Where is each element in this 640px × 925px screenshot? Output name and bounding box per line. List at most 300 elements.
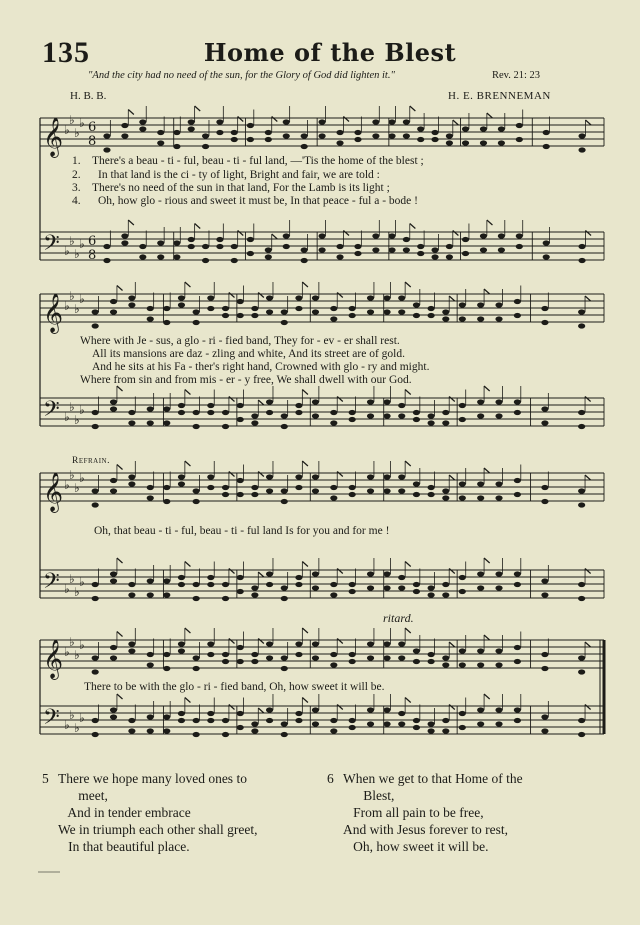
note [251, 420, 258, 425]
treble-clef: 𝄞 [43, 639, 64, 679]
note-flag [585, 475, 591, 480]
note [266, 655, 273, 660]
note [139, 254, 146, 259]
note [207, 641, 214, 646]
note [431, 137, 438, 142]
note [349, 652, 356, 657]
note [498, 126, 505, 131]
note-flag [238, 231, 244, 236]
note [349, 410, 356, 415]
note [247, 251, 254, 256]
note-flag [185, 628, 191, 633]
note [372, 133, 379, 138]
note [349, 306, 356, 311]
note [330, 495, 337, 500]
stanza-line: In that beautiful place. [58, 839, 190, 854]
note [578, 133, 585, 138]
note [281, 424, 288, 429]
note [266, 582, 273, 587]
note [163, 592, 170, 597]
note [578, 488, 585, 493]
note [110, 478, 117, 483]
note [498, 140, 505, 145]
note [92, 488, 99, 493]
note [103, 133, 110, 138]
flat-sign: ♭ [64, 410, 70, 424]
note [178, 403, 185, 408]
note [281, 585, 288, 590]
note [265, 254, 272, 259]
note [251, 728, 258, 733]
note [541, 499, 548, 504]
note-flag [272, 117, 278, 122]
note [139, 244, 146, 249]
verse-2-line-2: All its mansions are daz - zling and white, And its street are of gold. [92, 348, 405, 360]
flat-sign: ♭ [64, 478, 70, 492]
note-flag [258, 400, 264, 405]
note [266, 488, 273, 493]
note-flag [185, 390, 191, 395]
note [266, 399, 273, 404]
note [413, 492, 420, 497]
note [330, 582, 337, 587]
note-flag [195, 224, 201, 229]
note-flag [117, 694, 123, 699]
note [178, 295, 185, 300]
note [383, 399, 390, 404]
flat-sign: ♭ [74, 413, 80, 427]
note [349, 659, 356, 664]
note [247, 123, 254, 128]
note [237, 725, 244, 730]
note [578, 410, 585, 415]
note-flag [410, 224, 416, 229]
note [128, 582, 135, 587]
tempo-marking: ritard. [383, 611, 414, 625]
note [312, 571, 319, 576]
note [110, 578, 117, 583]
note [413, 589, 420, 594]
note [222, 313, 229, 318]
note [178, 648, 185, 653]
note-flag [585, 120, 591, 125]
note-flag [117, 286, 123, 291]
note-flag [258, 293, 264, 298]
note-flag [117, 386, 123, 391]
note [92, 410, 99, 415]
note [330, 410, 337, 415]
flat-sign: ♭ [74, 126, 80, 140]
stanza-5-number: 5 [42, 771, 49, 786]
note [295, 582, 302, 587]
note [403, 133, 410, 138]
note [222, 306, 229, 311]
note [251, 485, 258, 490]
note [459, 417, 466, 422]
note [330, 728, 337, 733]
note [349, 313, 356, 318]
note-flag [484, 289, 490, 294]
note [541, 592, 548, 597]
note [541, 728, 548, 733]
note [312, 655, 319, 660]
note-flag [585, 296, 591, 301]
note [367, 413, 374, 418]
note [128, 718, 135, 723]
note [354, 251, 361, 256]
note [281, 596, 288, 601]
note-flag [128, 110, 134, 115]
verse-1-line-1: There's a beau - ti - ful, beau - ti - ful land, —'Tis the home of the blest ; [92, 155, 424, 167]
note [281, 488, 288, 493]
note [247, 237, 254, 242]
note [110, 406, 117, 411]
note-flag [302, 628, 308, 633]
note [139, 119, 146, 124]
note [495, 585, 502, 590]
note [543, 240, 550, 245]
note-flag [585, 397, 591, 402]
note [281, 499, 288, 504]
note [193, 655, 200, 660]
note-flag [337, 639, 343, 644]
note [178, 718, 185, 723]
note [372, 119, 379, 124]
note [121, 240, 128, 245]
note [110, 399, 117, 404]
note [367, 474, 374, 479]
note [178, 575, 185, 580]
note [367, 399, 374, 404]
note [383, 309, 390, 314]
stanza-line: Oh, how sweet it will be. [343, 839, 489, 854]
note [477, 413, 484, 418]
note [578, 424, 585, 429]
note [428, 420, 435, 425]
note [398, 309, 405, 314]
note [398, 474, 405, 479]
note [92, 424, 99, 429]
note [92, 596, 99, 601]
note [178, 302, 185, 307]
note [281, 413, 288, 418]
note [413, 313, 420, 318]
note [295, 652, 302, 657]
note [383, 488, 390, 493]
note [266, 641, 273, 646]
note [178, 582, 185, 587]
note [266, 718, 273, 723]
note [330, 718, 337, 723]
note [514, 571, 521, 576]
note [514, 410, 521, 415]
note [251, 313, 258, 318]
note-flag [343, 231, 349, 236]
note [222, 596, 229, 601]
note [163, 714, 170, 719]
note [578, 502, 585, 507]
note [193, 488, 200, 493]
note [383, 721, 390, 726]
note [312, 721, 319, 726]
note [495, 648, 502, 653]
note-flag [229, 705, 235, 710]
note [541, 578, 548, 583]
note [157, 254, 164, 259]
time-signature: 6 [88, 120, 97, 135]
note [319, 119, 326, 124]
note-flag [405, 562, 411, 567]
note [383, 655, 390, 660]
stanza-line: From all pain to be free, [343, 805, 484, 820]
flat-sign: ♭ [69, 113, 75, 127]
note [128, 728, 135, 733]
note-flag [302, 282, 308, 287]
note [428, 659, 435, 664]
note [251, 413, 258, 418]
flat-sign: ♭ [69, 468, 75, 482]
note-flag [229, 293, 235, 298]
note [147, 420, 154, 425]
note [578, 258, 585, 263]
note [383, 585, 390, 590]
verse-4-line-2: Where from sin and from mis - er - y free, We shall dwell with our God. [80, 374, 412, 386]
note [193, 499, 200, 504]
note [265, 137, 272, 142]
note-flag [487, 113, 493, 118]
note-flag [302, 390, 308, 395]
note [388, 247, 395, 252]
note-flag [229, 569, 235, 574]
note [349, 582, 356, 587]
flat-sign: ♭ [69, 400, 75, 414]
note-flag [487, 220, 493, 225]
note [222, 732, 229, 737]
note [403, 247, 410, 252]
note [295, 306, 302, 311]
note-flag [337, 397, 343, 402]
note [283, 233, 290, 238]
note [367, 309, 374, 314]
note [495, 316, 502, 321]
note [92, 323, 99, 328]
note-flag [117, 632, 123, 637]
stanza-line: And with Jesus forever to rest, [343, 822, 508, 837]
note [265, 130, 272, 135]
note [295, 485, 302, 490]
note [295, 711, 302, 716]
note [459, 662, 466, 667]
note-flag [484, 694, 490, 699]
note [266, 474, 273, 479]
note [103, 244, 110, 249]
note [312, 413, 319, 418]
note [428, 728, 435, 733]
note [398, 655, 405, 660]
flat-sign: ♭ [69, 708, 75, 722]
note [403, 237, 410, 242]
note [514, 659, 521, 664]
note [163, 485, 170, 490]
note-flag [195, 106, 201, 111]
note-flag [585, 642, 591, 647]
flat-sign: ♭ [64, 718, 70, 732]
note [477, 481, 484, 486]
refrain-label: Refrain. [72, 456, 110, 466]
note [163, 306, 170, 311]
note-flag [337, 293, 343, 298]
note [283, 133, 290, 138]
note [216, 119, 223, 124]
note [514, 582, 521, 587]
note [462, 140, 469, 145]
note [237, 575, 244, 580]
note [398, 585, 405, 590]
note [295, 295, 302, 300]
verse-number: 3. [72, 182, 81, 194]
note-flag [405, 461, 411, 466]
stanza-6 [343, 770, 623, 855]
note-flag [117, 558, 123, 563]
note [516, 137, 523, 142]
note-flag [449, 397, 455, 402]
note [207, 711, 214, 716]
note [237, 478, 244, 483]
note [237, 645, 244, 650]
note [578, 596, 585, 601]
note [121, 133, 128, 138]
note-flag [185, 562, 191, 567]
flat-sign: ♭ [64, 582, 70, 596]
note [428, 306, 435, 311]
note [281, 721, 288, 726]
note [477, 495, 484, 500]
note [477, 662, 484, 667]
note [231, 130, 238, 135]
note [349, 589, 356, 594]
note [495, 481, 502, 486]
note [163, 420, 170, 425]
note [459, 589, 466, 594]
verse-number: 1. [72, 155, 81, 167]
treble-clef: 𝄞 [43, 472, 64, 512]
note [417, 137, 424, 142]
note-flag [128, 220, 134, 225]
note [578, 582, 585, 587]
note [480, 126, 487, 131]
note-flag [229, 472, 235, 477]
note [128, 481, 135, 486]
refrain-line-2: There to be with the glo - ri - fied band, Oh, how sweet it will be. [84, 681, 385, 693]
note [446, 140, 453, 145]
note [398, 295, 405, 300]
note [237, 589, 244, 594]
note [413, 725, 420, 730]
note [398, 711, 405, 716]
note-flag [337, 472, 343, 477]
note [442, 488, 449, 493]
note [202, 133, 209, 138]
flat-sign: ♭ [79, 471, 85, 485]
note [578, 323, 585, 328]
flat-sign: ♭ [79, 403, 85, 417]
note [442, 662, 449, 667]
note [193, 309, 200, 314]
note-flag [117, 465, 123, 470]
stanza-6-number: 6 [327, 771, 334, 786]
note [121, 123, 128, 128]
note [413, 659, 420, 664]
flat-sign: ♭ [64, 244, 70, 258]
note-flag [302, 562, 308, 567]
note [147, 485, 154, 490]
note [578, 147, 585, 152]
note [442, 410, 449, 415]
note [147, 728, 154, 733]
note [349, 718, 356, 723]
note-flag [410, 106, 416, 111]
note [459, 725, 466, 730]
note [251, 585, 258, 590]
time-signature: 8 [88, 248, 97, 263]
note [442, 495, 449, 500]
note [514, 399, 521, 404]
note [188, 126, 195, 131]
note [417, 251, 424, 256]
note [459, 575, 466, 580]
note [247, 137, 254, 142]
note [312, 474, 319, 479]
note [301, 258, 308, 263]
note-flag [449, 569, 455, 574]
note-flag [405, 390, 411, 395]
note [388, 233, 395, 238]
note [428, 313, 435, 318]
note [128, 474, 135, 479]
note [312, 641, 319, 646]
note [147, 406, 154, 411]
note-flag [484, 635, 490, 640]
note [428, 652, 435, 657]
music-credit: H. E. BRENNEMAN [448, 90, 551, 102]
note [336, 130, 343, 135]
flat-sign: ♭ [64, 645, 70, 659]
note [446, 244, 453, 249]
note [495, 721, 502, 726]
note-flag [185, 461, 191, 466]
flat-sign: ♭ [74, 721, 80, 735]
verse-number: 2. [72, 169, 81, 181]
note [480, 140, 487, 145]
note [231, 137, 238, 142]
note [336, 254, 343, 259]
note [477, 571, 484, 576]
note [266, 571, 273, 576]
note [541, 485, 548, 490]
note [495, 302, 502, 307]
note [312, 488, 319, 493]
note-flag [484, 386, 490, 391]
note [367, 585, 374, 590]
note [193, 732, 200, 737]
note [413, 417, 420, 422]
note [222, 652, 229, 657]
note [251, 306, 258, 311]
flat-sign: ♭ [69, 289, 75, 303]
note [413, 582, 420, 587]
note [462, 126, 469, 131]
note-flag [337, 705, 343, 710]
